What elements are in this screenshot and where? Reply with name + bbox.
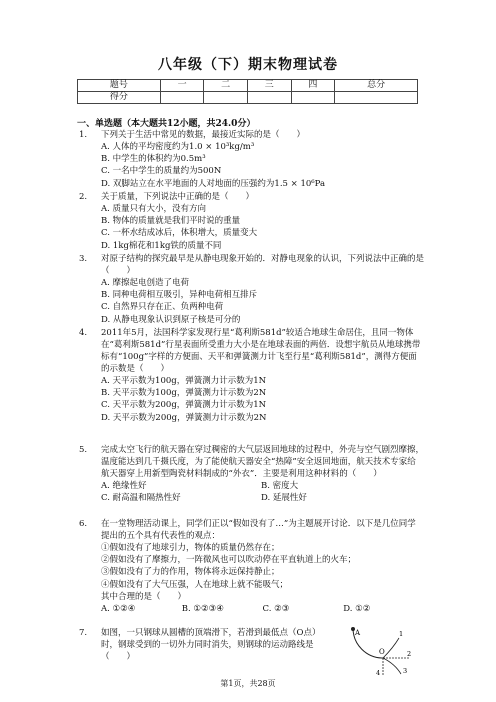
table-row (78, 92, 418, 104)
question-3 (79, 253, 424, 326)
option-d: D. 从静电现象认识到原子核是可分的 (101, 314, 241, 325)
label-2: 2 (407, 650, 412, 658)
table-header-cell: 总分 (335, 80, 418, 92)
score-cell (335, 92, 418, 104)
table-header-cell: 四 (291, 80, 335, 92)
option-d: D. 1kg棉花和1kg铁的质量不同 (101, 240, 222, 251)
label-4: 4 (376, 669, 381, 676)
question-stem: 完成太空飞行的航天器在穿过稠密的大气层返回地球的过程中，外壳与空气剧烈摩擦，温度能达到几千摄氏度，为了能使航天器安全“热障”安全返回地面，航天技术专家给航天器穿上用新型陶瓷材料制成的“外衣”．主要是利用这种材料的（ ） (101, 445, 425, 479)
question-4 (79, 327, 424, 424)
option-c: C. 天平示数为200g，弹簧测力计示数为1N (101, 400, 267, 411)
question-5 (79, 444, 424, 504)
table-header-cell: 一 (160, 80, 204, 92)
statement-line: ②假如没有了摩擦力，一阵微风也可以吹动停在平直轨道上的火车； (101, 555, 357, 566)
page-title: 八年级（下）期末物理试卷 (158, 57, 338, 73)
question-stem: 2011年5月，法国科学家发现行星“葛利斯581d”较适合地球生命居住，且同一物体在“葛利斯581d”行星表面所受重力大小是在地球表面的两倍．设想宇航员从地球携带标有“100g”字样的方便面、天平和弹簧测力计飞至行星“葛利斯581d”，测得方便面的示数是（ ） (101, 328, 421, 374)
option-d: D. 天平示数为200g，弹簧测力计示数为2N (101, 412, 267, 423)
question-number: 7. (79, 628, 88, 638)
question-number: 3. (79, 254, 88, 264)
table-header-cell: 题号 (78, 80, 161, 92)
option-d: D. 双脚站立在水平地面的人对地面的压强约为1.5 × 10⁶Pa (101, 178, 326, 189)
option-c: C. 一名中学生的质量约为500N (101, 166, 222, 177)
circular-track-figure (343, 626, 413, 676)
option-b: B. 物体的质量就是我们平时说的重量 (101, 216, 241, 227)
question-number: 4. (79, 328, 88, 338)
question-1 (79, 129, 424, 190)
score-table (77, 79, 418, 104)
question-stem: 关于质量，下列说法中正确的是（ ） (101, 192, 255, 202)
option-b: B. 中学生的体积约为0.5m³ (101, 154, 206, 165)
question-stem: 对原子结构的探究最早是从静电现象开始的．对静电现象的认识，下列说法中正确的是（ ） (101, 254, 425, 276)
option-d: D. 延展性好 (261, 493, 307, 504)
question-7 (79, 627, 329, 663)
question-number: 5. (79, 445, 88, 455)
page-footer: 第1页，共28页 (220, 679, 276, 688)
score-cell (291, 92, 335, 104)
option-d: D. ①② (343, 604, 371, 615)
path-1 (383, 638, 399, 658)
option-a: A. 绝缘性好 (101, 481, 147, 491)
question-6 (79, 518, 424, 615)
option-b: B. 密度大 (261, 481, 299, 491)
option-a: A. 质量只有大小，没有方向 (101, 204, 207, 214)
question-2 (79, 191, 424, 252)
option-a: A. 摩擦起电创造了电荷 (101, 278, 190, 288)
option-c: C. 自然界只存在正、负两种电荷 (101, 302, 224, 313)
option-b: B. 天平示数为100g，弹簧测力计示数为2N (101, 388, 267, 399)
question-stem: 在一堂物理活动课上，同学们正以“假如没有了…”为主题展开讨论．以下是几位同学提出的五个具有代表性的观点： (101, 519, 416, 541)
option-b: B. ①②③④ (181, 604, 224, 615)
score-cell (204, 92, 248, 104)
score-cell (160, 92, 204, 104)
statement-line: ③假如没有了力的作用，物体将永远保持静止； (101, 567, 280, 578)
question-number: 1. (79, 130, 88, 140)
statement-line: 其中合理的是（ ） (101, 591, 187, 602)
option-b: B. 同种电荷相互吸引，异种电荷相互排斥 (101, 290, 258, 301)
question-number: 6. (79, 519, 88, 529)
question-stem: 下列关于生活中常见的数据，最接近实际的是（ ） (101, 130, 306, 140)
option-c: C. ②③ (262, 604, 290, 615)
option-a: A. ①②④ (101, 604, 136, 615)
score-cell (247, 92, 291, 104)
question-stem: 如图，一只钢球从圆槽的顶端滑下，若滑到最低点（O点）时，钢球受到的一切外力同时消失，则钢球的运动路线是（ ） (101, 628, 321, 662)
table-header-cell: 三 (247, 80, 291, 92)
table-row-label: 得分 (78, 92, 161, 104)
question-number: 2. (79, 192, 88, 202)
option-c: C. 耐高温和隔热性好 (101, 493, 181, 504)
label-3: 3 (403, 667, 408, 675)
path-3 (383, 658, 401, 674)
statement-line: ④假如没有了大气压强，人在地球上就不能吸气； (101, 579, 289, 590)
option-a: A. 人体的平均密度约为1.0 × 10³kg/m³ (101, 142, 255, 152)
option-c: C. 一杯水结成冰后，体积增大，质量变大 (101, 228, 258, 239)
option-a: A. 天平示数为100g，弹簧测力计示数为1N (101, 376, 267, 386)
label-1: 1 (399, 630, 404, 638)
statement-line: ①假如没有了地球引力，物体的质量仍然存在； (101, 543, 280, 553)
label-a: A (355, 629, 361, 637)
table-header-cell: 二 (204, 80, 248, 92)
label-o: O (379, 648, 385, 656)
table-row (78, 80, 418, 92)
section-heading: 一、单选题（本大题共12小题，共24.0分） (77, 119, 256, 129)
